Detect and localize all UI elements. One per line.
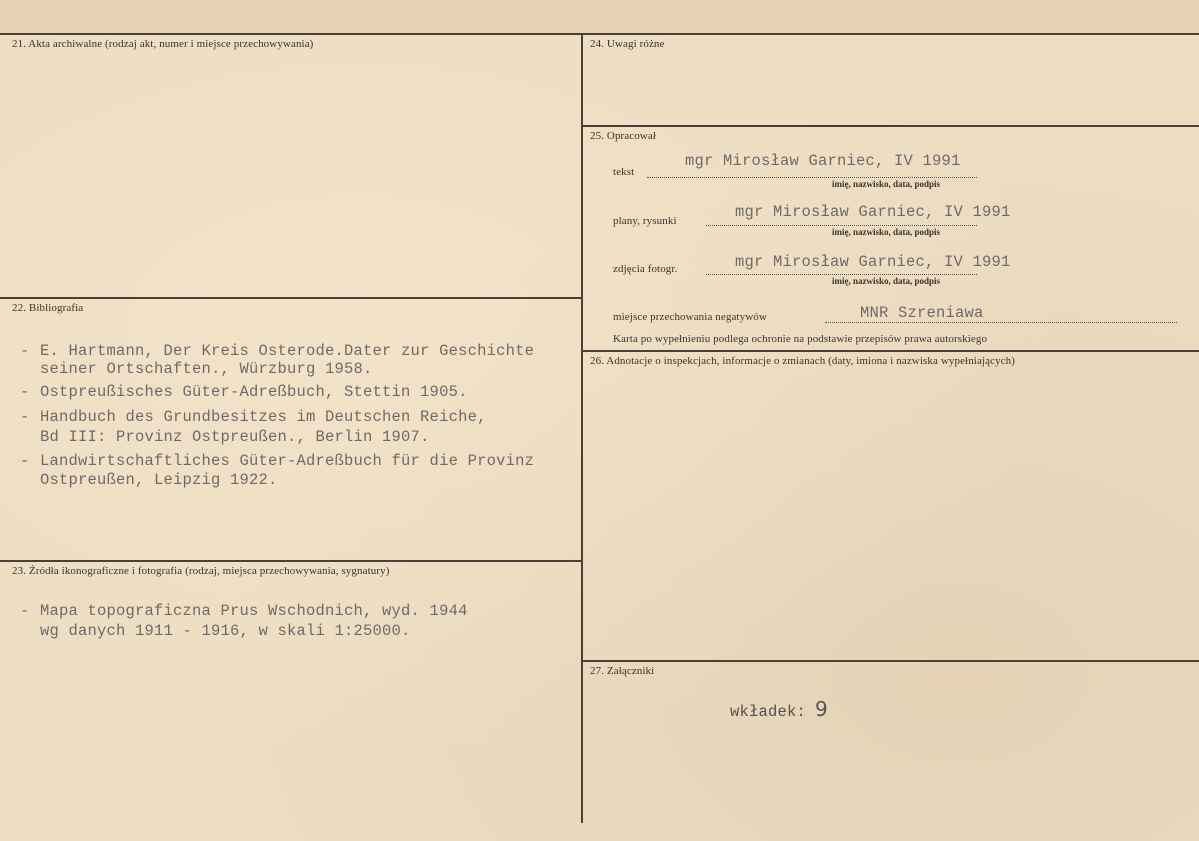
wkladek-label: wkładek: <box>730 703 807 721</box>
plany-label: plany, rysunki <box>613 215 677 227</box>
bullet-dash: - <box>20 383 30 401</box>
tekst-dotted-line <box>647 176 977 178</box>
zdjecia-label: zdjęcia fotogr. <box>613 263 678 275</box>
bullet-dash: - <box>20 408 30 426</box>
tekst-caption: imię, nazwisko, data, podpis <box>832 179 941 189</box>
bullet-dash: - <box>20 342 30 360</box>
bibliography-line: Ostpreußisches Güter-Adreßbuch, Stettin 1905. <box>40 383 468 401</box>
iconography-line: Mapa topograficzna Prus Wschodnich, wyd. 1944 <box>40 602 468 620</box>
bullet-dash: - <box>20 452 30 470</box>
section-23-label: 23. Źródła ikonograficzne i fotografia (rodzaj, miejsca przechowywania, sygnatury) <box>12 565 390 577</box>
card-top-edge <box>0 0 1199 33</box>
tekst-value: mgr Mirosław Garniec, IV 1991 <box>685 152 961 170</box>
bullet-dash: - <box>20 602 30 620</box>
wkladek-value: 9 <box>815 697 828 721</box>
divider-22-23 <box>0 560 582 562</box>
divider-21-22 <box>0 297 582 299</box>
section-22-label: 22. Bibliografia <box>12 302 84 314</box>
tekst-label: tekst <box>613 166 635 178</box>
divider-26-27 <box>582 660 1199 662</box>
plany-caption: imię, nazwisko, data, podpis <box>832 227 941 237</box>
center-divider <box>581 33 583 823</box>
zdjecia-caption: imię, nazwisko, data, podpis <box>832 276 941 286</box>
bibliography-line: Handbuch des Grundbesitzes im Deutschen Reiche, <box>40 408 487 426</box>
copyright-note: Karta po wypełnieniu podlega ochronie na podstawie przepisów prawa autorskiego <box>613 333 988 345</box>
bibliography-line: Ostpreußen, Leipzig 1922. <box>40 471 278 489</box>
section-25-label: 25. Opracował <box>590 130 657 142</box>
bibliography-line: E. Hartmann, Der Kreis Osterode.Dater zur Geschichte <box>40 342 535 360</box>
section-21-label: 21. Akta archiwalne (rodzaj akt, numer i miejsce przechowywania) <box>12 38 314 50</box>
divider-25-26 <box>582 350 1199 352</box>
iconography-line: wg danych 1911 - 1916, w skali 1:25000. <box>40 622 411 640</box>
section-27-label: 27. Załączniki <box>590 665 655 677</box>
negatywy-value: MNR Szreniawa <box>860 304 984 322</box>
section-24-label: 24. Uwagi różne <box>590 38 665 50</box>
divider-24-25 <box>582 125 1199 127</box>
zdjecia-dotted-line <box>706 273 977 275</box>
bibliography-line: seiner Ortschaften., Würzburg 1958. <box>40 360 373 378</box>
bibliography-line: Landwirtschaftliches Güter-Adreßbuch für die Provinz <box>40 452 535 470</box>
bibliography-line: Bd III: Provinz Ostpreußen., Berlin 1907. <box>40 428 430 446</box>
top-border <box>0 33 1199 35</box>
negatywy-label: miejsce przechowania negatywów <box>613 311 767 323</box>
plany-dotted-line <box>706 224 977 226</box>
section-26-label: 26. Adnotacje o inspekcjach, informacje o zmianach (daty, imiona i nazwiska wypełniających) <box>590 355 1016 367</box>
zdjecia-value: mgr Mirosław Garniec, IV 1991 <box>735 253 1011 271</box>
plany-value: mgr Mirosław Garniec, IV 1991 <box>735 203 1011 221</box>
